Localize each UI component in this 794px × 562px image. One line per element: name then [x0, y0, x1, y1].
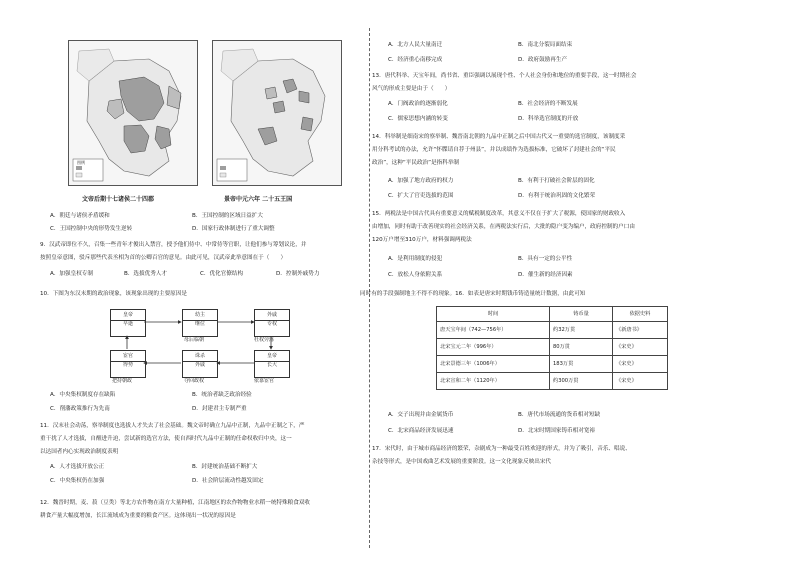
q9-stem-line-1: 9．汉武帝即位不久，召集一些青年才俊出入禁宫，授予他们侍中、中常侍等官职，让他们参与筹划议论，并	[40, 242, 307, 248]
flow-text: 外戚	[194, 361, 205, 368]
flow-box-consort-clan	[254, 309, 290, 337]
q13-stem-line-2: 风气的形成主要是由于（ ）	[372, 86, 451, 92]
q14-option-d: D．有利于统治巩固的文化繁荣	[518, 193, 596, 199]
q16-option-a: A．交子出现并由金属货币	[388, 412, 454, 418]
flow-note-control-court: 把持朝政	[112, 378, 133, 384]
flow-text: 早逝	[122, 320, 133, 327]
q10-option-c: C．削藩政策推行为先南	[50, 406, 110, 412]
map-legend-label: 图例	[77, 160, 85, 165]
table-cell: 《新唐书》	[613, 322, 668, 339]
q9-option-d: D．控制外戚势力	[276, 271, 320, 277]
q12-stem-line-2: 耕食产量大幅度增加，长江流域成为重要的粮食产区。这体现出一状况的原因是	[40, 513, 236, 519]
q8-option-a: A．朝廷与诸侯矛盾缓和	[50, 213, 110, 219]
q13-option-a: A．门阀政治的逐渐弱化	[388, 101, 448, 107]
q15-option-a: A．是利用制度的侵犯	[388, 256, 443, 262]
q14-stem-line-2: 用分科考试的办法，允许“怀牒请自荐于州县”，并以成绩作为选拔标准，它破坏了封建社会的“平民	[372, 147, 616, 153]
q16-option-d: D．北宋时期国家铸币相对宽裕	[518, 428, 596, 434]
q9-stem-line-2: 按照皇帝意图，驳斥那些代表丞相为首的公卿百官的意见。由此可见，汉武帝此举意图在于（ ）	[40, 255, 287, 261]
flow-text: 继位	[194, 320, 205, 327]
table-cell: 约300万贯	[550, 373, 613, 390]
flow-box-emperor-early-death	[110, 309, 146, 337]
q14-option-a: A．加强了地方政府的权力	[388, 178, 454, 184]
q12-option-b: B．南北分裂局面结束	[518, 42, 573, 48]
q14-option-c: C．扩大了官吏选拔的范围	[388, 193, 454, 199]
q11-stem-line-3: 以达国者内心实现政治制度表明	[40, 449, 119, 455]
q11-option-b: B．封建统治基础不断扩大	[192, 464, 258, 470]
q15-option-b: B．具有一定的公平性	[518, 256, 573, 262]
q12-stem-line-1: 12．魏晋时期，麦、菽（豆类）等北方农作物在南方大量种植，江南地区的农作物物业水稻一统特殊粮食双收	[40, 500, 311, 506]
q15-option-d: D．催生新的经济因素	[518, 272, 573, 278]
flow-box-young-heir	[182, 309, 218, 337]
q15-stem-line-3: 120万户增至310万户，材料强调两税法	[372, 237, 472, 243]
table-cell: 80万贯	[550, 339, 613, 356]
right-column	[360, 0, 744, 562]
map-right-caption: 景帝中元六年 二十五王国	[224, 196, 293, 203]
table-row	[437, 339, 668, 356]
q11-option-c: C．中央集权仍在加强	[50, 478, 105, 484]
q9-option-c: C．优化官僚结构	[200, 271, 244, 277]
flow-note-power-lost: 杜权旁落	[254, 337, 275, 343]
q15-option-c: C．放松人身依附关系	[388, 272, 443, 278]
q10-option-a: A．中央集权制度存在缺陷	[50, 392, 116, 398]
flow-note-regain-power: 夺回政权	[184, 378, 205, 384]
q13-stem-line-1: 13．唐代科举、天宝年间，尚书省、重臣强调以展现个性、个人社会身份和地位的重要手段，这一时期社会	[372, 73, 637, 79]
table-cell: 183万贯	[550, 356, 613, 373]
q11-option-a: A．人才选拔开放公正	[50, 464, 105, 470]
table-cell: 北宋景德三年（1006年）	[437, 356, 550, 373]
flow-box-emperor-grown	[254, 350, 290, 378]
flow-text: 外戚	[255, 310, 289, 321]
q8-option-c: C．王国控制中央的形势发生逆转	[50, 226, 133, 232]
q17-stem-line-1: 17．宋代时，由于城市商品经济的繁荣，杂剧成为一种最受百姓欢迎的形式，并为了吸引，音乐、唱说、	[372, 446, 631, 452]
q12-option-c: C．经济重心南移完成	[388, 57, 443, 63]
q15-stem-line-1: 15．两税法是中国古代具有重要意义的赋税制度改革，其意义不仅在于扩大了税源，使国家的财政收入	[372, 211, 626, 217]
q9-option-b: B．选拔优秀人才	[124, 271, 167, 277]
map-left-caption: 文帝后期十七诸侯二十四郡	[82, 196, 155, 203]
q16-stem: 同时有的手段强制地主不得不的现象。16．如表是唐宋时期钱币铸造量统计数据，由此可知	[360, 291, 586, 297]
flow-box-kill-consort	[182, 350, 218, 378]
q10-option-b: B．统治者缺乏政治经验	[192, 392, 252, 398]
q10-stem: 10．下图为东汉末期的政治现象，该现象出现的主要原因是	[40, 291, 187, 297]
q11-stem-line-2: 重干扰了人才选拔，自醒进升迫，尝试新的选官方法，使自西时代九品中正制的任命权收归中央，这一	[40, 436, 292, 442]
q13-option-b: B．社会经济的不断发展	[518, 101, 578, 107]
flow-text: 长大	[266, 361, 277, 368]
table-header: 铸币量	[550, 307, 613, 322]
table-cell: 约32万贯	[550, 322, 613, 339]
flow-text: 宦官	[111, 351, 145, 362]
table-header: 依据史料	[613, 307, 668, 322]
table-cell: 北宋宝元二年（996年）	[437, 339, 550, 356]
flow-note-rely-eunuchs: 依靠宦官	[254, 378, 275, 384]
q11-stem-line-1: 11．汉末社会动荡，察举制度也选拔人才失去了社会基础。魏文帝时确立九品中正制，九品中正制之下，严	[40, 423, 305, 429]
flow-text: 专权	[266, 320, 277, 327]
flow-text: 得势	[122, 361, 133, 368]
q13-option-d: D．科举选官制度的开放	[518, 116, 579, 122]
q14-stem-line-3: 政治”，这种“平民政治”是指科举制	[372, 160, 460, 166]
table-cell: 《宋史》	[613, 356, 668, 373]
flow-text: 皇帝	[255, 351, 289, 362]
table-row	[437, 373, 668, 390]
q8-option-d: D．国家行政体制进行了重大调整	[192, 226, 275, 232]
table-header-row	[437, 307, 668, 322]
left-column	[40, 0, 368, 562]
q16-option-c: C．北宋商品经济发展迅速	[388, 428, 454, 434]
flow-box-eunuchs	[110, 350, 146, 378]
coinage-table	[436, 306, 668, 390]
q12-option-a: A．北方人民大量南迁	[388, 42, 443, 48]
table-cell: 《宋史》	[613, 339, 668, 356]
q14-option-b: B．有利于打破社会阶层的固化	[518, 178, 595, 184]
flow-text: 诛杀	[183, 351, 217, 362]
table-cell: 《宋史》	[613, 373, 668, 390]
q9-option-a: A．加强皇权专制	[50, 271, 93, 277]
table-row	[437, 356, 668, 373]
table-header: 时间	[437, 307, 550, 322]
q8-option-b: B．王国控制的区域日益扩大	[192, 213, 263, 219]
q14-stem-line-1: 14．科举制是细南宋的察举制、魏晋南北朝的九品中正制之后中国古代又一重要的选官制度，该制度采	[372, 134, 626, 140]
q11-option-d: D．社会阶层流动性越发固定	[192, 478, 264, 484]
q17-stem-line-2: 杂技等形式，是中国戏曲艺术发展的重要阶段。这一文化现象反映出宋代	[372, 459, 552, 465]
q16-option-b: B．唐代市场流通的货币相对短缺	[518, 412, 601, 418]
column-divider	[369, 28, 370, 548]
table-row	[437, 322, 668, 339]
q15-stem-line-2: 由增加，同时有助于改善现实的社会经济关系，在两税法实行后，大批的隐户变为编户，政府控制的户口由	[372, 224, 635, 230]
q10-option-d: D．封建君主专制严重	[192, 406, 247, 412]
table-cell: 北宋宣和二年（1120年）	[437, 373, 550, 390]
flow-text: 皇帝	[111, 310, 145, 321]
q12-option-d: D．政府鼓励再生产	[518, 57, 568, 63]
table-cell: 唐天宝年间（742—756年）	[437, 322, 550, 339]
flow-note-regency: 母后临朝	[184, 337, 205, 343]
flow-text: 幼主	[183, 310, 217, 321]
q13-option-c: C．儒家思想内涵的转变	[388, 116, 448, 122]
